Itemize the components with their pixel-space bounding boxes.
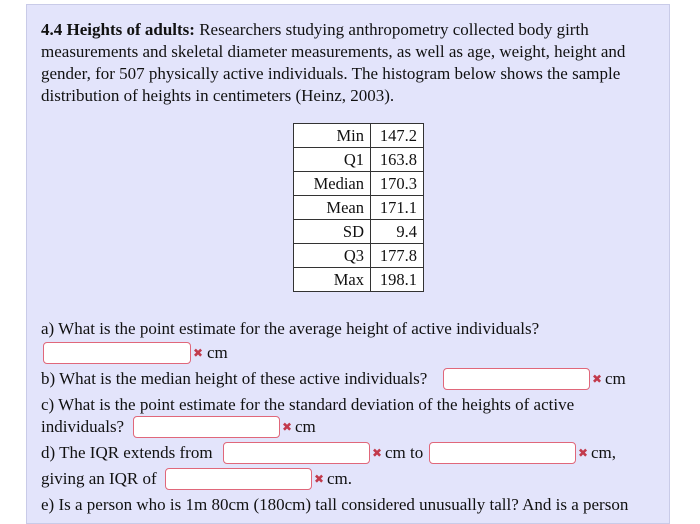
question-c-line1: c) What is the point estimate for the standard deviation of the heights of active xyxy=(41,395,575,414)
error-icon: ✖ xyxy=(282,420,293,434)
question-b: b) What is the median height of these active individuals? xyxy=(41,369,428,388)
error-icon: ✖ xyxy=(578,446,589,460)
question-d-line1: d) The IQR extends from xyxy=(41,443,213,462)
question-c-line2: individuals? xyxy=(41,417,125,436)
stats-value: 9.4 xyxy=(371,220,424,244)
error-icon: ✖ xyxy=(193,346,204,360)
stats-label: Max xyxy=(294,268,371,292)
answer-d-lower-input[interactable] xyxy=(223,442,370,464)
unit-c: cm xyxy=(295,417,316,436)
stats-row xyxy=(294,196,424,220)
answer-c-input[interactable] xyxy=(133,416,280,438)
stats-row xyxy=(294,148,424,172)
summary-stats-table xyxy=(293,123,424,292)
problem-title: 4.4 Heights of adults: xyxy=(41,20,195,39)
stats-value: 198.1 xyxy=(371,268,424,292)
stats-label: Q1 xyxy=(294,148,371,172)
question-d-line2: giving an IQR of xyxy=(41,469,157,488)
unit-d-mid: cm to xyxy=(385,443,424,462)
stats-row xyxy=(294,268,424,292)
unit-b: cm xyxy=(605,369,626,388)
stats-label: Mean xyxy=(294,196,371,220)
stats-value: 163.8 xyxy=(371,148,424,172)
stats-label: Median xyxy=(294,172,371,196)
unit-a: cm xyxy=(207,343,228,362)
unit-iqr: cm. xyxy=(327,469,353,488)
stats-value: 170.3 xyxy=(371,172,424,196)
unit-d: cm, xyxy=(591,443,617,462)
stats-value: 147.2 xyxy=(371,124,424,148)
problem-panel xyxy=(26,4,670,524)
answer-d-upper-input[interactable] xyxy=(429,442,576,464)
stats-row xyxy=(294,124,424,148)
error-icon: ✖ xyxy=(372,446,383,460)
stats-value: 177.8 xyxy=(371,244,424,268)
stats-label: Q3 xyxy=(294,244,371,268)
answer-a-input[interactable] xyxy=(43,342,191,364)
error-icon: ✖ xyxy=(592,372,603,386)
stats-row xyxy=(294,172,424,196)
question-e: e) Is a person who is 1m 80cm (180cm) tall considered unusually tall? And is a person xyxy=(41,495,629,514)
stats-row xyxy=(294,220,424,244)
stats-label: Min xyxy=(294,124,371,148)
problem-intro xyxy=(41,19,656,107)
question-a: a) What is the point estimate for the average height of active individuals? xyxy=(41,319,540,338)
error-icon: ✖ xyxy=(314,472,325,486)
answer-iqr-input[interactable] xyxy=(165,468,312,490)
answer-b-input[interactable] xyxy=(443,368,590,390)
stats-row xyxy=(294,244,424,268)
problem-intro-text: Researchers studying anthropometry collected body girth measurements and skeletal diameter measurements, as well as age, weight, height and gender, for 507 physically active individuals. The histogram below shows the sample distribution of heights in centimeters (Heinz, 2003). xyxy=(41,20,626,105)
stats-label: SD xyxy=(294,220,371,244)
stats-value: 171.1 xyxy=(371,196,424,220)
